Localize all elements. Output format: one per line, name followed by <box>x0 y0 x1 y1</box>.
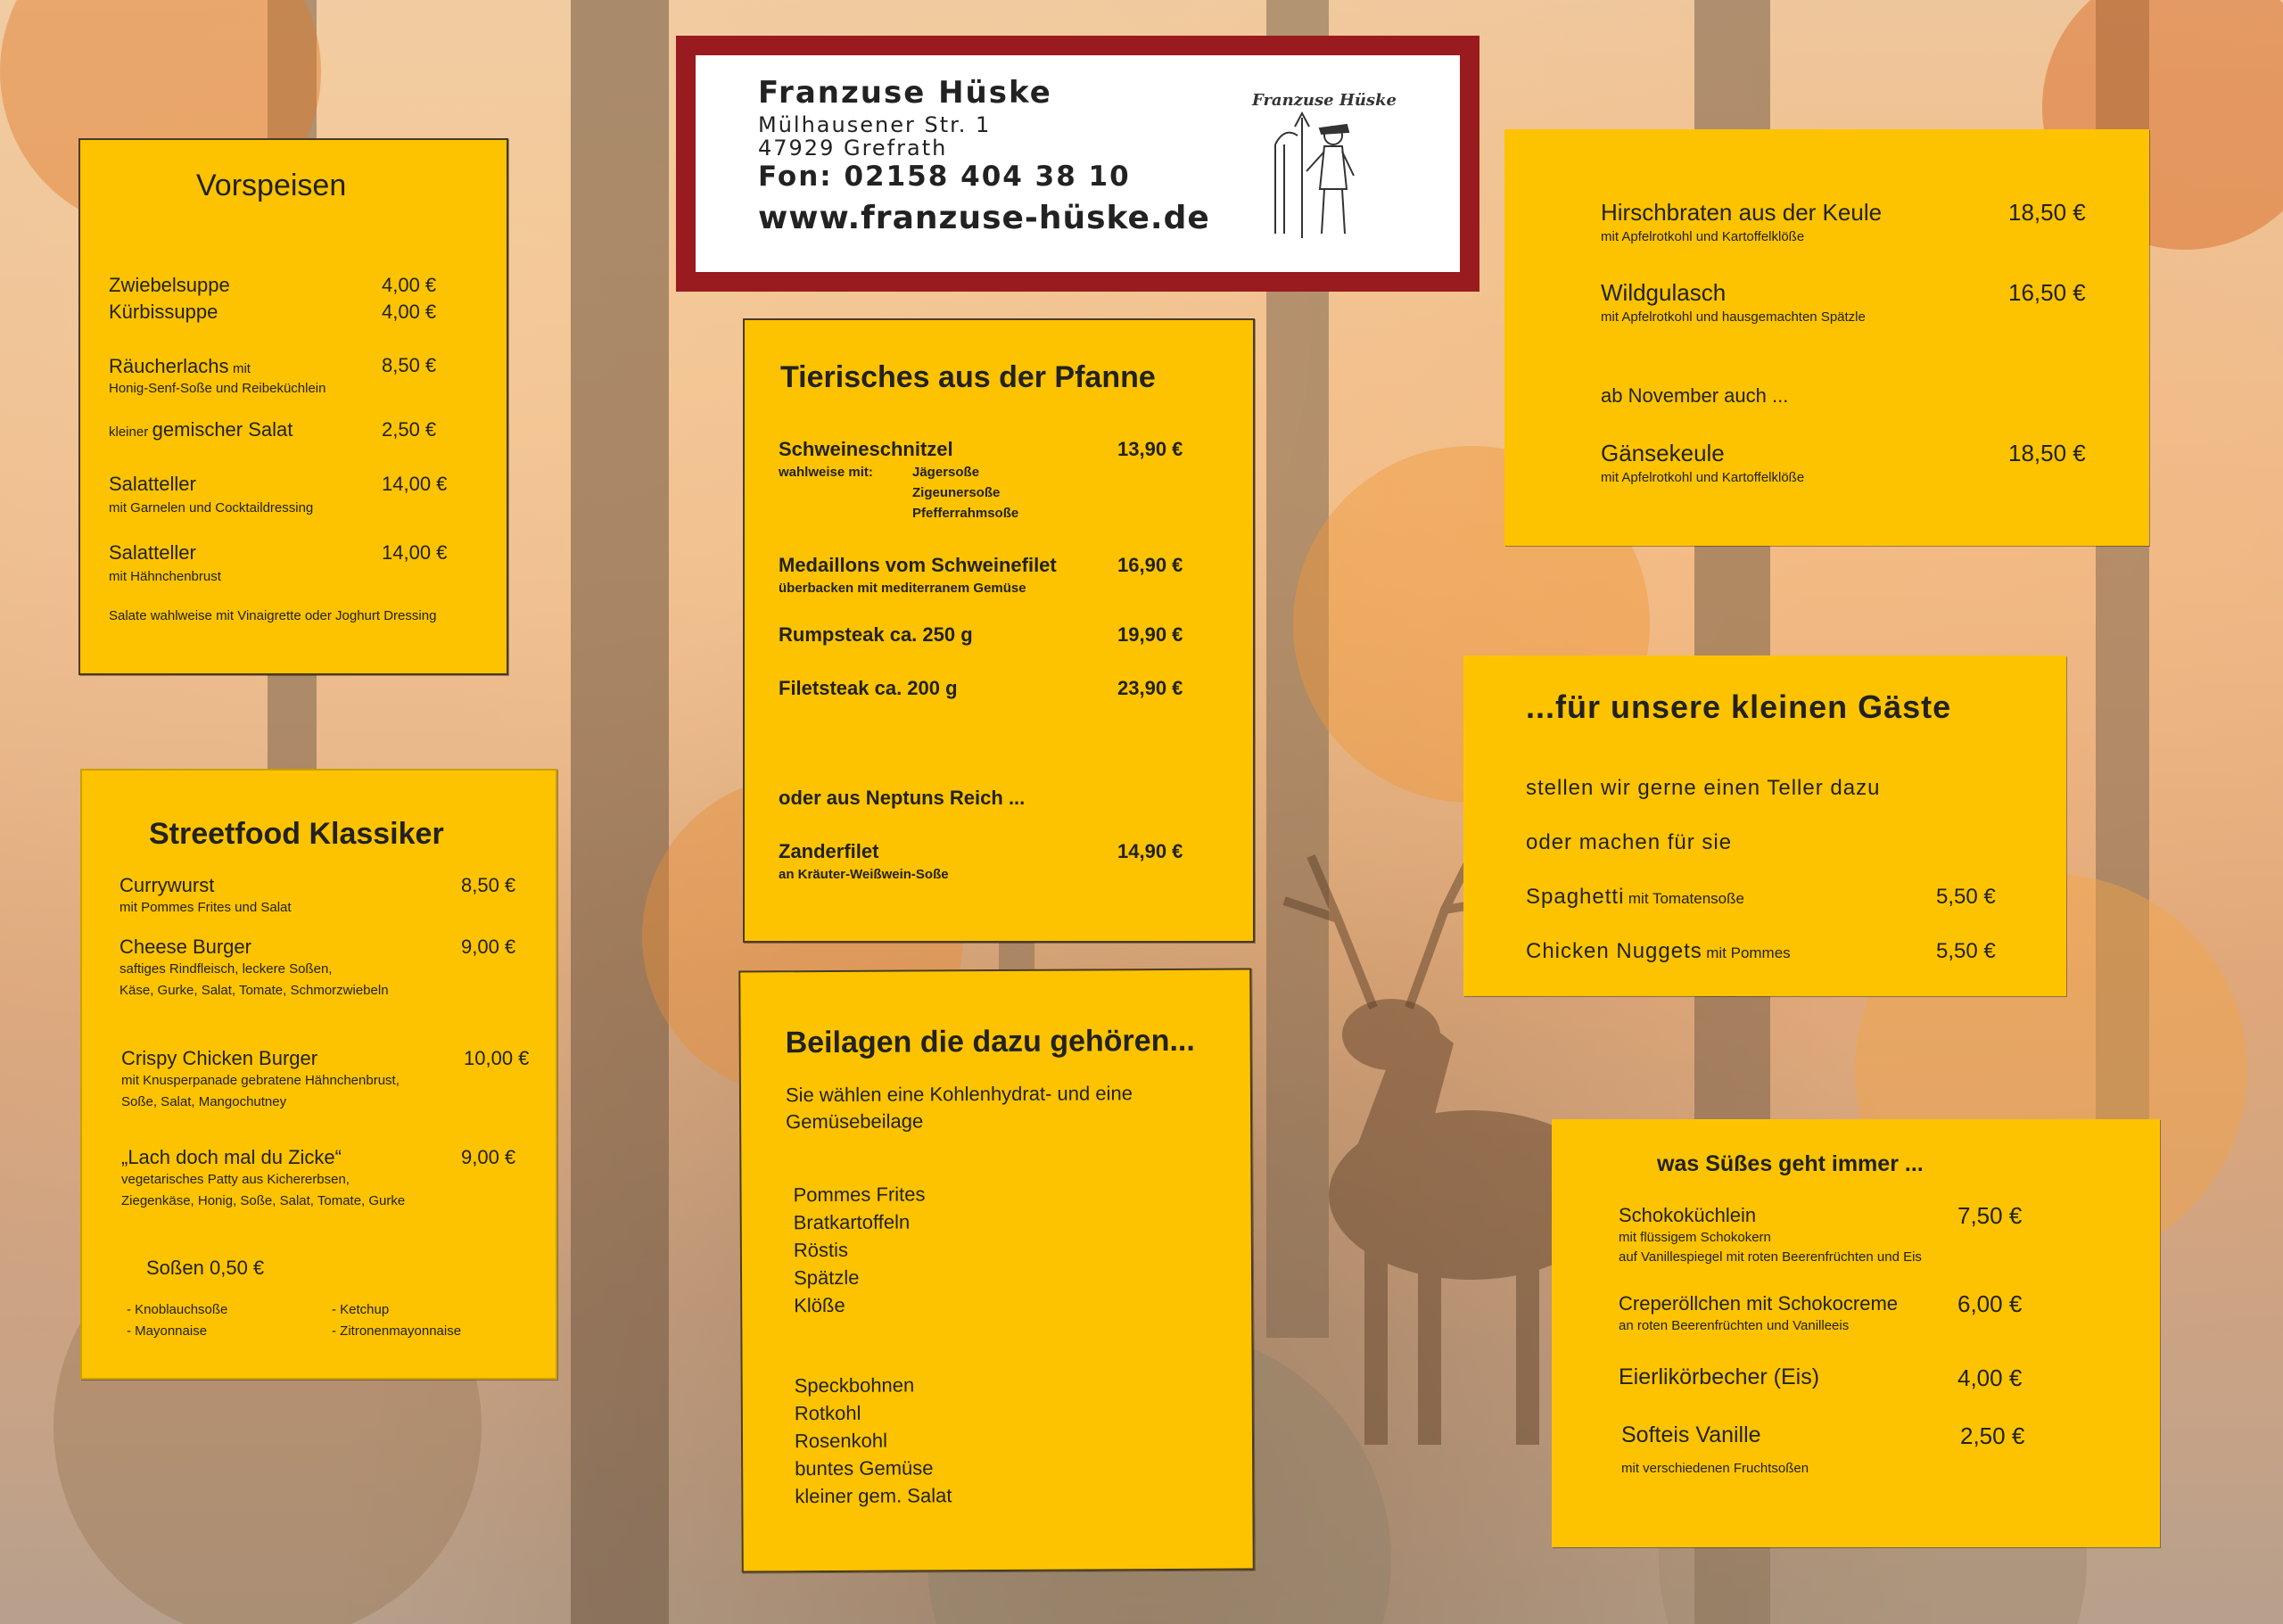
choice-label: wahlweise mit: <box>779 465 873 480</box>
menu-item-name: Eierlikörbecher (Eis) <box>1619 1364 1820 1389</box>
menu-item-name: Gänsekeule <box>1601 440 1725 466</box>
sauces-label: Soßen <box>146 1257 204 1279</box>
menu-item-description: mit Apfelrotkohl und Kartoffelklöße <box>1601 229 1805 244</box>
pfanne-title: Tierisches aus der Pfanne <box>780 360 1156 394</box>
choice-item: Zigeunersoße <box>912 485 1001 500</box>
menu-item-price: 5,50 € <box>1936 939 1996 963</box>
wild-panel <box>1504 129 2149 546</box>
vorspeisen-panel <box>78 138 508 675</box>
header-card <box>696 55 1460 272</box>
menu-item-name: Zanderfilet <box>779 840 879 862</box>
choice-item: Jägersoße <box>912 465 980 480</box>
beilagen-panel <box>738 968 1255 1572</box>
menu-item-price: 4,00 € <box>382 274 437 296</box>
menu-item-name: Creperöllchen mit Schokocreme <box>1619 1292 1899 1315</box>
sauce-item: - Zitronenmayonnaise <box>332 1323 462 1339</box>
menu-item-description: Honig-Senf-Soße und Reibeküchlein <box>109 381 326 396</box>
beilagen-title: Beilagen die dazu gehören... <box>785 1023 1195 1060</box>
dessert-title: was Süßes geht immer ... <box>1657 1151 1924 1176</box>
soldier-icon <box>1249 109 1400 243</box>
menu-item-name: Filetsteak ca. 200 g <box>779 677 958 699</box>
menu-item-description: auf Vanillespiegel mit roten Beerenfrüchten und Eis <box>1619 1249 1922 1265</box>
menu-item-name: Crispy Chicken Burger <box>121 1047 318 1069</box>
menu-item-price: 2,50 € <box>382 418 437 441</box>
menu-item-price: 4,00 € <box>382 301 437 323</box>
side-dish-item: Rosenkohl <box>794 1429 888 1453</box>
menu-item-name: kleiner gemischer Salat <box>109 418 293 441</box>
choice-item: Pfefferrahmsoße <box>912 506 1019 521</box>
logo <box>1249 91 1400 243</box>
menu-item-name: Wildgulasch <box>1601 279 1727 306</box>
beilagen-intro: Sie wählen eine Kohlenhydrat- und eine <box>785 1082 1133 1107</box>
menu-item-description: vegetarisches Patty aus Kichererbsen, <box>121 1172 350 1187</box>
menu-item-name: Salatteller <box>109 473 196 495</box>
side-dish-item: buntes Gemüse <box>795 1456 934 1480</box>
menu-item-description: überbacken mit mediterranem Gemüse <box>779 581 1026 596</box>
menu-item-name: Hirschbraten aus der Keule <box>1601 199 1883 226</box>
neptun-heading: oder aus Neptuns Reich ... <box>779 787 1026 809</box>
restaurant-phone: Fon: 02158 404 38 10 <box>758 161 1131 193</box>
kinder-intro: oder machen für sie <box>1526 830 1733 854</box>
menu-item-price: 19,90 € <box>1117 623 1183 646</box>
menu-item-description: an Kräuter-Weißwein-Soße <box>779 867 949 882</box>
kinder-panel <box>1463 655 2066 996</box>
menu-item-description: mit flüssigem Schokokern <box>1619 1230 1771 1245</box>
sauce-item: - Ketchup <box>332 1302 390 1317</box>
menu-item-description: mit Pommes Frites und Salat <box>120 900 292 915</box>
menu-item-description: mit Hähnchenbrust <box>109 569 221 584</box>
menu-item-description: an roten Beerenfrüchten und Vanilleeis <box>1619 1318 1850 1333</box>
menu-item-name: Räucherlachs mit <box>109 355 251 377</box>
menu-item-description: mit Apfelrotkohl und Kartoffelklöße <box>1601 470 1805 485</box>
side-dish-item: Spätzle <box>793 1265 860 1290</box>
menu-item-description: Ziegenkäse, Honig, Soße, Salat, Tomate, Gurke <box>121 1193 406 1208</box>
menu-item-name: Kürbissuppe <box>109 301 218 323</box>
menu-item-name: Zwiebelsuppe <box>109 274 230 296</box>
menu-item-price: 8,50 € <box>382 354 437 376</box>
menu-item-name: Rumpsteak ca. 250 g <box>779 623 973 646</box>
dessert-panel <box>1552 1119 2160 1547</box>
menu-item-price: 10,00 € <box>464 1047 530 1069</box>
restaurant-header <box>676 36 1479 292</box>
side-dish-item: Rotkohl <box>794 1401 861 1425</box>
menu-item-price: 6,00 € <box>1957 1290 2023 1317</box>
menu-item-price: 5,50 € <box>1936 885 1996 909</box>
restaurant-city: 47929 Grefrath <box>758 136 948 161</box>
streetfood-panel <box>80 769 557 1380</box>
menu-item-price: 7,50 € <box>1957 1202 2023 1229</box>
side-dish-item: Klöße <box>794 1293 845 1317</box>
restaurant-website[interactable]: www.franzuse-hüske.de <box>758 200 1210 236</box>
side-dish-item: Speckbohnen <box>794 1373 915 1397</box>
menu-item-name: Softeis Vanille <box>1621 1422 1761 1447</box>
menu-item-name: Medaillons vom Schweinefilet <box>779 554 1057 576</box>
menu-item-name: Schokoküchlein <box>1619 1204 1757 1226</box>
restaurant-street: Mülhausener Str. 1 <box>758 112 992 137</box>
side-dish-item: Pommes Frites <box>793 1183 926 1207</box>
menu-item-name: Cheese Burger <box>120 936 251 958</box>
menu-item-price: 4,00 € <box>1957 1364 2023 1391</box>
sauce-item: - Knoblauchsoße <box>127 1302 228 1317</box>
restaurant-name: Franzuse Hüske <box>758 75 1052 111</box>
menu-item-price: 18,50 € <box>2008 440 2086 466</box>
logo-text: Franzuse Hüske <box>1251 91 1397 110</box>
side-dish-item: kleiner gem. Salat <box>795 1484 952 1508</box>
menu-item-description: mit Knusperpanade gebratene Hähnchenbrust, <box>121 1073 400 1088</box>
beilagen-intro: Gemüsebeilage <box>786 1109 924 1134</box>
sauce-item: - Mayonnaise <box>127 1323 208 1339</box>
side-dish-item: Bratkartoffeln <box>793 1210 911 1234</box>
kinder-title: ...für unsere kleinen Gäste <box>1526 688 1952 725</box>
menu-item-description: mit Apfelrotkohl und hausgemachten Spätzle <box>1601 309 1866 325</box>
menu-item-price: 23,90 € <box>1117 677 1183 699</box>
vorspeisen-title: Vorspeisen <box>196 169 347 202</box>
menu-item-description: Käse, Gurke, Salat, Tomate, Schmorzwiebeln <box>120 983 389 998</box>
menu-item-description: mit verschiedenen Fruchtsoßen <box>1621 1461 1809 1476</box>
side-dish-item: Röstis <box>793 1238 849 1262</box>
menu-item-price: 2,50 € <box>1960 1422 2025 1449</box>
sauces-price: 0,50 € <box>210 1257 265 1279</box>
menu-item-price: 9,00 € <box>461 936 516 958</box>
pfanne-panel <box>743 318 1255 943</box>
salad-dressing-note: Salate wahlweise mit Vinaigrette oder Joghurt Dressing <box>109 608 437 623</box>
menu-item-price: 14,00 € <box>382 473 448 495</box>
menu-item-name: Salatteller <box>109 541 196 564</box>
menu-item-description: mit Garnelen und Cocktaildressing <box>109 500 314 515</box>
menu-item-price: 8,50 € <box>461 874 516 896</box>
menu-item-name: Spaghetti mit Tomatensoße <box>1526 885 1744 909</box>
menu-item-price: 14,00 € <box>382 541 448 564</box>
menu-item-description: Soße, Salat, Mangochutney <box>121 1094 287 1109</box>
menu-item-name: „Lach doch mal du Zicke“ <box>121 1146 342 1168</box>
menu-item-price: 16,90 € <box>1117 554 1183 576</box>
menu-item-name: Schweineschnitzel <box>779 438 953 460</box>
menu-item-price: 16,50 € <box>2008 279 2086 306</box>
menu-item-price: 14,90 € <box>1117 840 1183 862</box>
menu-item-price: 13,90 € <box>1117 438 1183 460</box>
menu-item-name: Currywurst <box>120 874 215 896</box>
november-note: ab November auch ... <box>1601 384 1789 407</box>
kinder-intro: stellen wir gerne einen Teller dazu <box>1526 776 1881 800</box>
streetfood-title: Streetfood Klassiker <box>149 817 444 851</box>
menu-item-price: 9,00 € <box>461 1146 516 1168</box>
menu-item-price: 18,50 € <box>2008 199 2086 226</box>
menu-item-name: Chicken Nuggets mit Pommes <box>1526 939 1791 963</box>
menu-item-description: saftiges Rindfleisch, leckere Soßen, <box>120 961 333 977</box>
